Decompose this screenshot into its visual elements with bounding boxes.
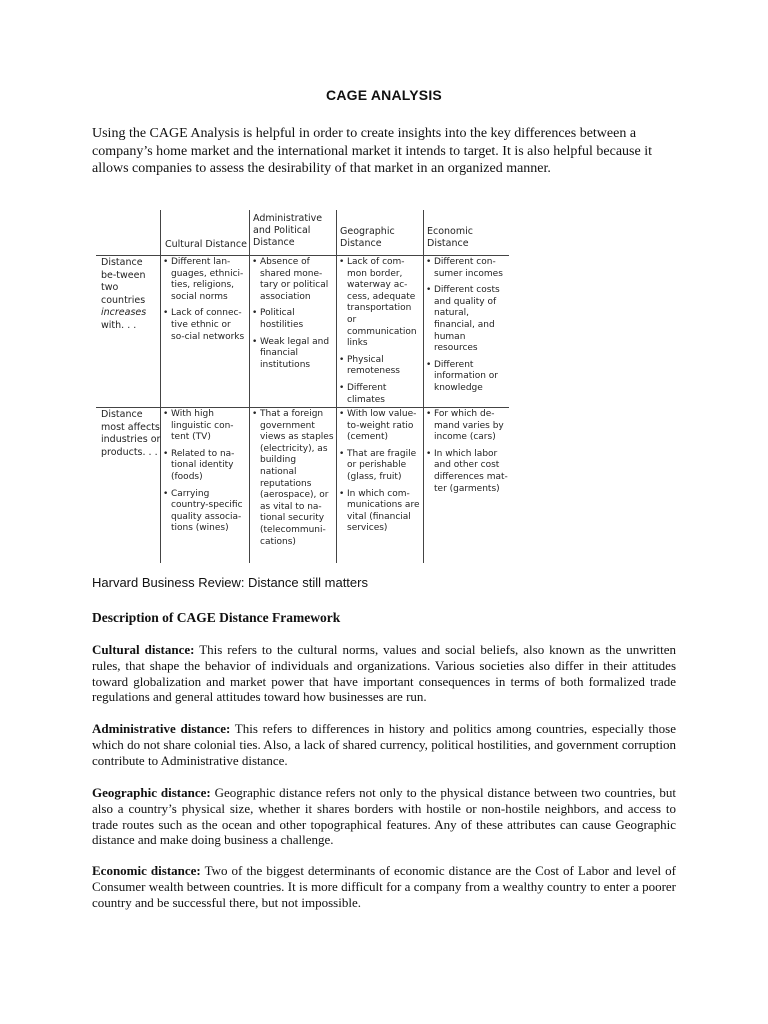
list-item: • Different information or knowledge [426,360,508,395]
table-cell [426,257,508,400]
row-header: Distance most affects industries or products. . . [101,409,161,458]
paragraph-term: Cultural distance: [92,642,195,657]
paragraph-text: Two of the biggest determinants of economic distance are the Cost of Labor and level of Consumer wealth between countries. It is more difficult for a company from a wealthy country to enter a poorer country and be successful there, but not impossible. [92,863,676,910]
table-cell [163,409,247,540]
list-item: • In which com-munications are vital (financial services) [339,489,421,535]
table-cell [426,409,508,500]
column-header: Cultural Distance [165,239,247,250]
list-item: • With high linguistic con-tent (TV) [163,409,247,444]
list-item: • That a foreign government views as staples (electricity), as building national reputations (aerospace), or as vital to na-tional security (telecommuni-cations) [252,409,334,548]
table-cell [252,257,334,376]
list-item: • Related to na-tional identity (foods) [163,449,247,484]
column-header: Economic Distance [427,226,473,250]
table-divider [96,407,509,408]
list-item: • Different lan-guages, ethnici-ties, religions, social norms [163,257,247,303]
table-divider [96,255,509,256]
list-item: • With low value-to-weight ratio (cement) [339,409,421,444]
list-item: • Carrying country-specific quality associa-tions (wines) [163,489,247,535]
list-item: • Political hostilities [252,308,334,331]
geographic-paragraph [92,785,676,848]
economic-paragraph [92,863,676,910]
list-item: • Different costs and quality of natural, financial, and human resources [426,285,508,355]
list-item: • Lack of com-mon border, waterway ac-cess, adequate transportation or communication links [339,257,421,350]
row-header-text: with. . . [101,319,137,331]
list-item: • Different climates [339,383,421,406]
row-header [101,257,159,332]
list-item: • Different con-sumer incomes [426,257,508,280]
page-title: CAGE ANALYSIS [326,87,442,103]
list-item: • Weak legal and financial institutions [252,337,334,372]
column-header: Administrative and Political Distance [253,213,323,249]
table-divider [336,210,337,563]
paragraph-text: This refers to the cultural norms, values and social beliefs, also known as the unwritten rules, that shape the behavior of individuals and organizations. Various societies also differ in their attitudes toward globalization and market power that have important consequences in terms of both formalized trade regulations and general attitudes toward how businesses are run. [92,642,677,705]
intro-paragraph: Using the CAGE Analysis is helpful in order to create insights into the key differences between a company’s home market and the international market it intends to target. It is also helpful because it allows companies to assess the desirability of that market in an organized manner. [92,126,652,176]
list-item: • In which labor and other cost differences mat-ter (garments) [426,449,508,495]
list-item: • Absence of shared mone-tary or political association [252,257,334,303]
table-cell [339,409,421,540]
table-caption: Harvard Business Review: Distance still matters [92,575,368,590]
table-divider [249,210,250,563]
section-title: Description of CAGE Distance Framework [92,610,341,625]
list-item: • Lack of connec-tive ethnic or so-cial networks [163,308,247,343]
row-header-emphasis: increases [101,307,147,318]
administrative-paragraph [92,721,676,768]
list-item: • That are fragile or perishable (glass, fruit) [339,449,421,484]
paragraph-text: Geographic distance refers not only to the physical distance between two countries, but also a country’s physical size, whether it shares borders with hostile or non-hostile neighbors, and access to trade routes such as the ocean and other topographical features. Any of these attributes can cause Geographic distance and make doing business a challenge. [92,785,676,848]
table-cell [252,409,334,553]
table-divider [160,210,161,563]
list-item: • Physical remoteness [339,355,421,378]
cultural-paragraph [92,642,676,705]
row-header-text: Distance be-tween two countries [101,257,146,306]
paragraph-term: Economic distance: [92,863,201,878]
list-item: • For which de-mand varies by income (cars) [426,409,508,444]
column-header: Geographic Distance [340,226,395,250]
paragraph-term: Administrative distance: [92,721,231,736]
table-cell [163,257,247,348]
paragraph-text: This refers to differences in history and politics among countries, especially those which do not share colonial ties. Also, a lack of shared currency, political hostilities, and government corruption contribute to Administrative distance. [92,721,676,768]
table-cell [339,257,421,411]
paragraph-term: Geographic distance: [92,785,211,800]
table-divider [423,210,424,563]
